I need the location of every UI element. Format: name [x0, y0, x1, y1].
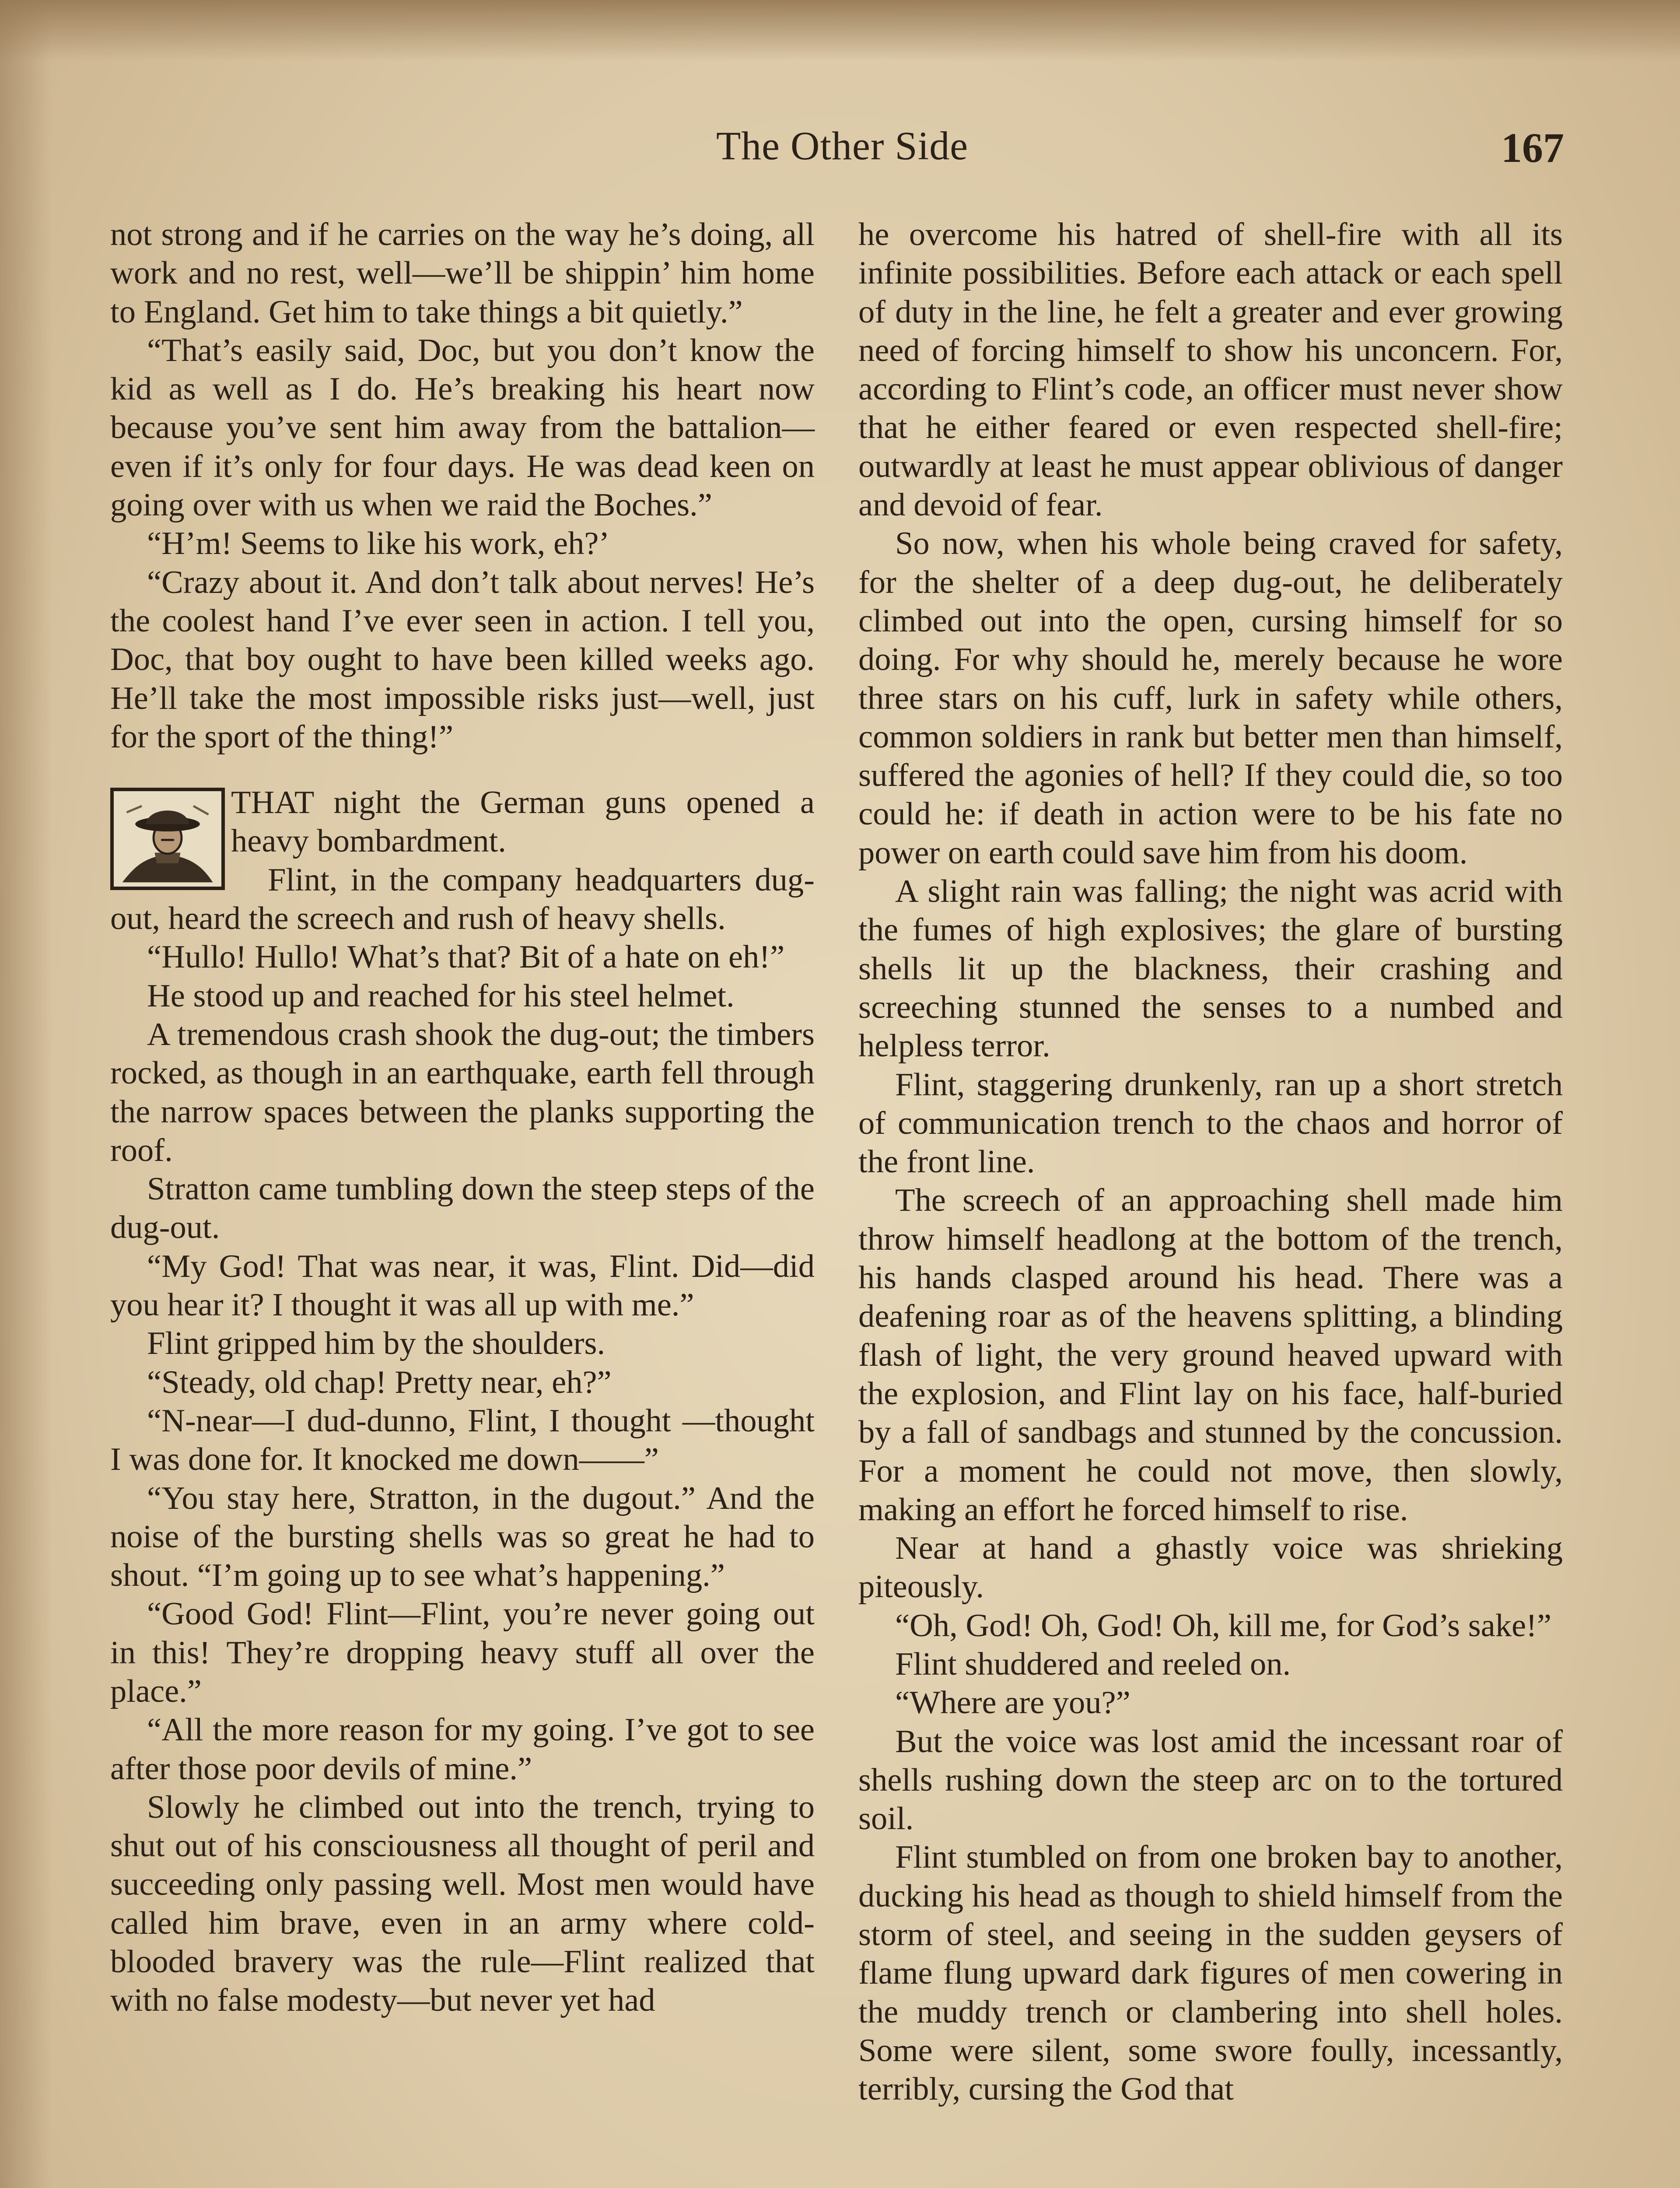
left-column	[110, 215, 815, 2020]
paragraph: Flint, in the company headquarters dug-out, heard the screech and rush of heavy shells.	[110, 862, 815, 937]
paragraph: “All the more reason for my going. I’ve got to see after those poor devils of mine.”	[110, 1712, 815, 1787]
paragraph: he overcome his hatred of shell-fire with all its infinite possibilities. Before each attack or each spell of duty in the line, he felt a greater and ever growing need of forcing himself to show his unconcern. For, according to Flint’s code, an officer must never show that he either feared or even respected shell-fire; outwardly at least he must appear oblivious of danger and devoid of fear.	[858, 217, 1563, 523]
paragraph: So now, when his whole being craved for safety, for the shelter of a deep dug-out, he deliberately climbed out into the open, cursing himself for so doing. For why should he, merely because he wore three stars on his cuff, lurk in safety while others, common soldiers in rank but better men than himself, suffered the agonies of hell? If they could die, so too could he: if death in action were to be his fate no power on earth could save him from his doom.	[858, 526, 1563, 871]
paragraph: “Crazy about it. And don’t talk about nerves! He’s the coolest hand I’ve ever seen in action. I tell you, Doc, that boy ought to have been killed weeks ago. He’ll take the most impossible risks just—well, just for the sport of the thing!”	[110, 564, 815, 755]
paragraph: “You stay here, Stratton, in the dugout.” And the noise of the bursting shells was so great he had to shout. “I’m going up to see what’s happening.”	[110, 1480, 815, 1594]
paragraph: “That’s easily said, Doc, but you don’t know the kid as well as I do. He’s breaking his heart now because you’ve sent him away from the battalion—even if it’s only for four days. He was dead keen on going over with us when we raid the Boches.”	[110, 332, 815, 523]
paragraph: Flint stumbled on from one broken bay to another, ducking his head as though to shield himself from the storm of steel, and seeing in the sudden geysers of flame flung upward dark figures of men cowering in the muddy trench or clambering into shell holes. Some were silent, some swore foully, incessantly, terribly, cursing the God that	[858, 1839, 1563, 2107]
paragraph: A slight rain was falling; the night was acrid with the fumes of high explosives; the glare of bursting shells lit up the blackness, their crashing and screeching stunned the senses to a numbed and helpless terror.	[858, 873, 1563, 1064]
paragraph: “My God! That was near, it was, Flint. Did—did you hear it? I thought it was all up with me.”	[110, 1248, 815, 1323]
paragraph: “Good God! Flint—Flint, you’re never going out in this! They’re dropping heavy stuff all over the place.”	[110, 1596, 815, 1709]
paragraph: “Steady, old chap! Pretty near, eh?”	[147, 1364, 612, 1400]
paragraph: Flint, staggering drunkenly, ran up a short stretch of communication trench to the chaos and horror of the front line.	[858, 1066, 1563, 1180]
paragraph: But the voice was lost amid the incessant roar of shells rushing down the steep arc on to the tortured soil.	[858, 1723, 1563, 1837]
paragraph: “N-near—I dud-dunno, Flint, I thought —thought I was done for. It knocked me down——”	[110, 1403, 815, 1478]
paragraph: The screech of an approaching shell made him throw himself headlong at the bottom of the trench, his hands clasped around his head. There was a deafening roar as of the heavens splitting, a blinding flash of light, the very ground heaved upward with the explosion, and Flint lay on his face, half-buried by a fall of sandbags and stunned by the concussion. For a moment he could not move, then slowly, making an effort he forced himself to rise.	[858, 1182, 1563, 1528]
paragraph: Stratton came tumbling down the steep steps of the dug-out.	[110, 1171, 815, 1246]
page-number: 167	[1501, 124, 1564, 171]
right-column	[858, 215, 1563, 2109]
paragraph: Flint shuddered and reeled on.	[895, 1646, 1291, 1682]
paragraph: Slowly he climbed out into the trench, trying to shut out of his consciousness all thought of peril and succeeding only passing well. Most men would have called him brave, even in an army where cold-blooded bravery was the rule—Flint realized that with no false modesty—but never yet had	[110, 1789, 815, 2019]
paragraph: “Hullo! Hullo! What’s that? Bit of a hate on eh!”	[147, 939, 785, 975]
section-opening-paragraph	[110, 783, 815, 861]
paragraph: Near at hand a ghastly voice was shrieking piteously.	[858, 1530, 1563, 1605]
soldier-illustration-icon	[110, 788, 225, 890]
paragraph: “Where are you?”	[895, 1685, 1130, 1721]
paragraph: Flint gripped him by the shoulders.	[147, 1325, 606, 1362]
paragraph: “H’m! Seems to like his work, eh?’	[147, 526, 610, 562]
running-title: The Other Side	[716, 123, 969, 168]
paragraph: He stood up and reached for his steel helmet.	[147, 978, 735, 1014]
paragraph-text: THAT night the German guns opened a heavy bombardment.	[231, 785, 815, 859]
paragraph: not strong and if he carries on the way he’s doing, all work and no rest, well—we’ll be shippin’ him home to England. Get him to take things a bit quietly.”	[110, 217, 815, 330]
paragraph: A tremendous crash shook the dug-out; the timbers rocked, as though in an earthquake, earth fell through the narrow spaces between the planks supporting the roof.	[110, 1016, 815, 1168]
paragraph: “Oh, God! Oh, God! Oh, kill me, for God’s sake!”	[895, 1607, 1552, 1644]
